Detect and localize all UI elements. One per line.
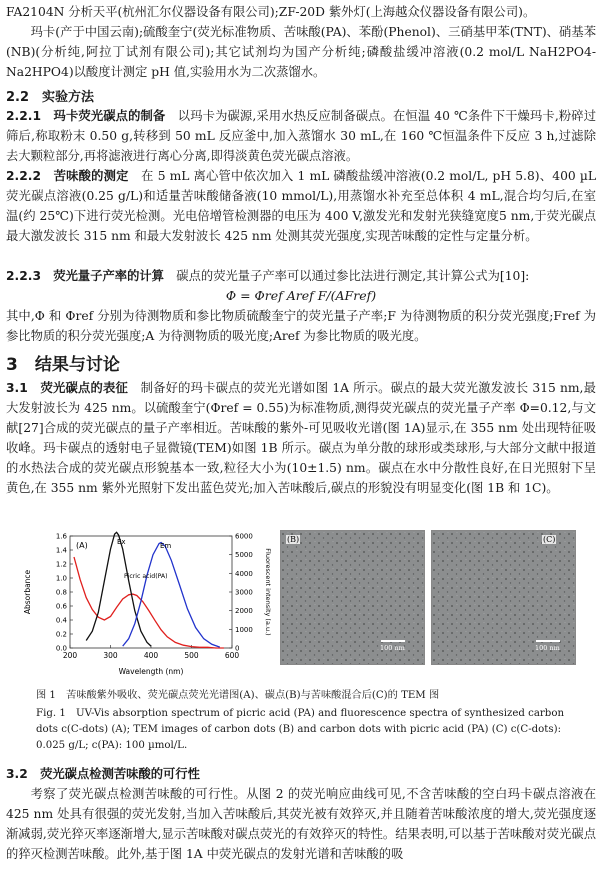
reagents-paragraph: 玛卡(产于中国云南);硫酸奎宁(荧光标准物质、苦味酸(PA)、苯酚(Phenol)、三硝基甲苯(TNT)、硝基苯(NB)(分析纯,阿拉丁试剂有限公司);其它试剂均为国产分析纯;磷酸盐缓冲溶液(0.2 mol/L NaH2PO4-Na2HPO4)以酸度计测定 pH 值,实验用水为二次蒸馏水。 [6, 25, 596, 79]
ex-label: Ex [117, 538, 126, 546]
scale-label-c: 100 nm [535, 644, 560, 652]
section-2-2-2-text: 在 5 mL 离心管中依次加入 1 mL 磷酸盐缓冲溶液(0.2 mol/L, pH 5.8)、400 µL 荧光碳点溶液(0.25 g/L)和适量苦味酸储备液(10 mmol/L),用蒸馏水补充至总体积 4 mL,混合均匀后,在室温(约 25℃)下进行荧光检测。光电倍增管检测器的电压为 400 V,激发光和发射光狭缝宽度5 nm,于荧光碳点最大激发波长 315 nm 和最大发射波长 425 nm 处测其荧光强度,实现苦味酸的定性与定量分析。 [6, 169, 596, 243]
y2-tick-label: 5000 [235, 551, 253, 560]
y-tick-label: 1.6 [55, 532, 67, 541]
section-2-2-2-title: 2.2.2 苦味酸的测定 [6, 169, 129, 183]
section-2-2-3-text: 碳点的荧光量子产率可以通过参比法进行测定,其计算公式为[10]: [176, 269, 530, 283]
y-tick-label: 0.6 [55, 602, 67, 611]
y2-axis-label: Fluorescent intensity (a.u.) [264, 548, 272, 636]
figure-caption-en: Fig. 1 UV-Vis absorption spectrum of picric acid (PA) and fluorescence spectra of synthesized carbon dots c(C-dots) (A); TEM images of carbon dots (B) and carbon dots with picric acid (PA) (C) c(C-dots): 0.025 g/L; c(PA): 100 µmol/L. [36, 708, 565, 751]
x-axis-label: Wavelength (nm) [118, 667, 184, 676]
series-line-ex [86, 532, 151, 646]
section-3-1-title: 3.1 荧光碳点的表征 [6, 381, 129, 395]
section-3-2-text: 考察了荧光碳点检测苦味酸的可行性。从图 2 的荧光响应曲线可见,不含苦味酸的空白玛卡碳点溶液在 425 nm 处具有很强的荧光发射,当加入苦味酸后,其荧光被有效猝灭,并且随着苦味酸浓度的增大,荧光强度逐渐减弱,荧光猝灭率逐渐增大,显示苦味酸对碳点荧光的有效猝灭的特性。结果表明,可以基于苦味酸对荧光碳点的猝灭检测苦味酸。此外,基于图 1A 中荧光碳点的发射光谱和苦味酸的吸 [6, 787, 596, 861]
section-3-1-text: 制备好的玛卡碳点的荧光光谱如图 1A 所示。碳点的最大荧光激发波长 315 nm,最大发射波长为 425 nm。以硫酸奎宁(Φref = 0.55)为标准物质,测得荧光碳点的荧光量子产率 Φ=0.12,与文献[27]合成的荧光碳点的量子产率相近。苦味酸的紫外-可见吸收光谱(图 1A)显示,在 355 nm 处出现特征吸收峰。玛卡碳点的透射电子显微镜(TEM)如图 1B 所示。碳点为单分散的球形或类球形,与大部分文献中报道的水热法合成的荧光碳点形貌基本一致,粒径大小为(10±1.5) nm。碳点在水中分散性良好,在日光照射下呈黄色,在 355 nm 紫外光照射下发出蓝色荧光;加入苦味酸后,碳点的形貌没有明显变化(图 1B 和 1C)。 [6, 381, 596, 495]
scale-bar-c [536, 640, 560, 642]
x-tick-label: 500 [184, 651, 199, 660]
instruments-paragraph: FA2104N 分析天平(杭州汇尔仪器设备有限公司);ZF-20D 紫外灯(上海越众仪器设备有限公司)。 [6, 5, 536, 19]
tem-image-c [431, 530, 576, 665]
y-tick-label: 0.2 [55, 630, 67, 639]
y2-tick-label: 2000 [235, 607, 253, 616]
x-tick-label: 600 [224, 651, 240, 660]
tem-image-b [280, 530, 425, 665]
y2-tick-label: 6000 [235, 532, 253, 541]
equation-definitions: 其中,Φ 和 Φref 分别为待测物质和参比物质硫酸奎宁的荧光量子产率;F 为待测物质的积分荧光强度;Fref 为参比物质的积分荧光强度;A 为待测物质的吸光度;Aref 为参比物质的吸光度。 [6, 309, 596, 343]
x-tick-label: 400 [143, 651, 159, 660]
section-2-2-1-title: 2.2.1 玛卡荧光碳点的制备 [6, 109, 166, 123]
panel-b-label: (B) [287, 535, 300, 544]
y-tick-label: 1.2 [55, 560, 67, 569]
y-tick-label: 0.8 [55, 588, 67, 597]
em-label: Em [160, 542, 172, 550]
section-2-2-3 [6, 266, 596, 286]
section-2-2-2 [6, 166, 596, 246]
quantum-yield-equation: Φ = Φref Aref F/(AFref) [225, 288, 377, 303]
y2-tick-label: 4000 [235, 569, 253, 578]
section-2-2-heading: 2.2 实验方法 [6, 90, 95, 105]
section-3-2-title [6, 764, 596, 784]
y-tick-label: 1.0 [55, 574, 67, 583]
section-2-2-3-title: 2.2.3 荧光量子产率的计算 [6, 269, 164, 283]
y-tick-label: 1.4 [55, 546, 67, 555]
figure-caption-cn: 图 1 苦味酸紫外吸收、荧光碳点荧光光谱图(A)、碳点(B)与苦味酸混合后(C)的 TEM 图 [36, 690, 440, 701]
section-3-1 [6, 378, 596, 498]
y-axis-label: Absorbance [23, 569, 32, 615]
section-2-2-1 [6, 106, 596, 166]
y2-tick-label: 1000 [235, 625, 253, 634]
scale-label-b: 100 nm [380, 644, 405, 652]
y2-tick-label: 3000 [235, 588, 253, 597]
panel-a-label: (A) [76, 541, 88, 550]
pa-label: Picric acid(PA) [124, 573, 168, 580]
x-tick-label: 200 [62, 651, 78, 660]
plot-frame [70, 536, 232, 648]
figure-1a-spectra-chart [20, 528, 272, 678]
section-2-2-1-text: 以玛卡为碳源,采用水热反应制备碳点。在恒温 40 ℃条件下干燥玛卡,粉碎过筛后,称取粉末 0.50 g,转移到 50 mL 反应釜中,加入蒸馏水 30 mL,在 160 ℃恒温条件下反应 3 h,过滤除去大颗粒部分,再将滤液进行离心分离,即得淡黄色荧光碳点溶液。 [6, 109, 596, 163]
x-tick-label: 300 [103, 651, 118, 660]
y-tick-label: 0.0 [55, 644, 67, 653]
y-tick-label: 0.4 [55, 616, 67, 625]
section-3-2-heading: 3.2 荧光碳点检测苦味酸的可行性 [6, 767, 200, 781]
y2-tick-label: 0 [235, 644, 240, 653]
section-3-heading: 3 结果与讨论 [6, 355, 120, 375]
scale-bar-b [381, 640, 405, 642]
panel-c-label: (C) [543, 535, 556, 544]
series-line-em [123, 543, 220, 648]
